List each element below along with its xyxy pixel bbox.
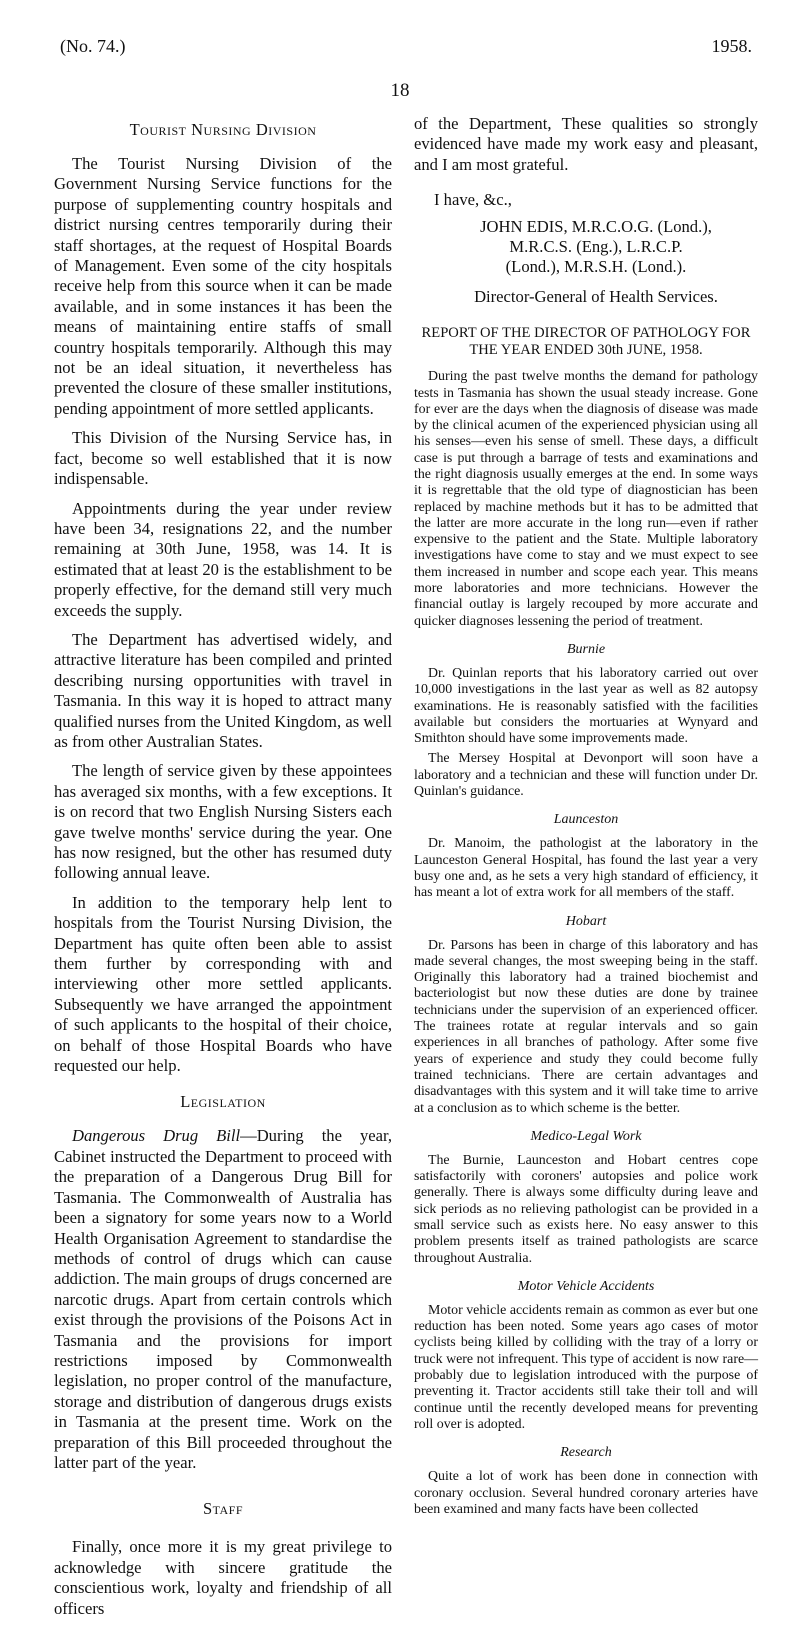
report-title bbox=[414, 325, 758, 359]
heading-tourist-nursing: Tourist Nursing Division bbox=[129, 120, 317, 139]
signature-line: (Lond.), M.R.S.H. (Lond.). bbox=[505, 257, 687, 277]
left-column bbox=[54, 114, 392, 1628]
heading-staff: Staff bbox=[202, 1499, 244, 1519]
drug-bill-title: Dangerous Drug Bill bbox=[72, 1126, 241, 1146]
subheading-research: Research bbox=[560, 1445, 612, 1461]
paragraph: Appointments during the year under review have been 34, resignations 22, and the number remaining at 30th June, 1958, was 14. It is estimated that at least 20 is the establishment to be properly effective, for the demand still very much exceeds the supply. bbox=[54, 498, 392, 620]
signature-title: Director-General of Health Services. bbox=[474, 287, 718, 307]
paragraph: Dr. Parsons has been in charge of this laboratory and has made several changes, the most sweeping being in the staff. Originally this laboratory had a trained biochemist and bacteriologist but now these duties are done by trainee technicians under the supervision of an experienced officer. The trainees rotate at regular intervals and so gain experiences in all branches of pathology. After some five years of experience and study they could become fully trained technicians. There are certain advantages and disadvantages with this system and it will take time to arrive at a conclusion as to which scheme is the better. bbox=[414, 937, 758, 1116]
subheading-medico-legal: Medico-Legal Work bbox=[530, 1128, 642, 1144]
paragraph-staff: Finally, once more it is my great privilege to acknowledge with sincere gratitude the conscientious work, loyalty and friendship of all officers bbox=[54, 1537, 392, 1618]
subheading-motor-vehicle: Motor Vehicle Accidents bbox=[517, 1278, 655, 1294]
right-column bbox=[414, 114, 758, 1522]
paragraph-intro: During the past twelve months the demand for pathology tests in Tasmania has shown the usual steady increase. Gone for ever are the days when the diagnosis of disease was made by the clinical acumen of the experienced physician using all his senses—even his sense of smell. These days, a difficult case is put through a barrage of tests and examinations and the right diagnosis usually emerges at the end. In some ways it is regrettable that the old type of diagnostician has been replaced by machine methods but it has to be admitted that the latter are more accurate in the long run—even if rather expensive to the patient and the State. Multiple laboratory investigations have come to stay and we must expect to see them increased in number and scope each year. This means more laboratories and more technicians. However the financial outlay is largely recouped by more accurate and quicker diagnoses lessening the period of treatment. bbox=[414, 369, 758, 629]
paragraph: Dr. Manoim, the pathologist at the laboratory in the Launceston General Hospital, has found the last year a very busy one and, as he sets a very high standard of efficiency, it has meant a lot of extra work for all members of the staff. bbox=[414, 836, 758, 901]
subheading-hobart: Hobart bbox=[565, 913, 607, 929]
signature-line: M.R.C.S. (Eng.), L.R.C.P. bbox=[509, 237, 683, 257]
signature-block bbox=[434, 217, 758, 277]
paragraph: The Department has advertised widely, and attractive literature has been compiled and printed describing nursing opportunities with travel in Tasmania. In this way it is hoped to attract many qualified nurses from the United Kingdom, as well as from other Australian States. bbox=[54, 629, 392, 751]
paragraph: Quite a lot of work has been done in connection with coronary occlusion. Several hundred coronary arteries have been examined and many facts have been collected bbox=[414, 1469, 758, 1517]
paragraph: Motor vehicle accidents remain as common as ever but one reduction has been noted. Some years ago cases of motor cyclists being killed by colliding with the tray of a lorry or truck were not infrequent. This type of accident is now rare—probably due to legislation introduced with the purpose of preventing it. Tractor accidents still take their toll and will continue until the recently developed means for preventing roll over is adopted. bbox=[414, 1302, 758, 1432]
paragraph: The Mersey Hospital at Devonport will soon have a laboratory and a technician and these will function under Dr. Quinlan's guidance. bbox=[414, 751, 758, 800]
paragraph: The Tourist Nursing Division of the Government Nursing Service functions for the purpose of supplementing country hospitals and district nursing centres temporarily during their staff shortages, at the request of Hospital Boards of Management. Even some of the city hospitals receive help from this source when it can be made available, and in some instances it has been the means of maintaining entire staffs of small country hospitals temporarily. Although this may not be an ideal situation, it nevertheless has prevented the closure of these smaller institutions, pending appointment of more settled applicants. bbox=[54, 154, 392, 418]
drug-bill-text: —During the year, Cabinet instructed the Department to proceed with the preparation of a Dangerous Drug Bill for Tasmania. The Commonwealth of Australia has been a signatory for some years now to a World Health Organisation Agreement to standardise the methods of control of drugs which can cause addiction. The main groups of drugs concerned are narcotic drugs. Apart from certain controls which exist through the provisions of the Poisons Act in Tasmania and the provisions for import restrictions imposed by Commonwealth legislation, no proper control of the manufacture, storage and distribution of dangerous drugs exists in Tasmania at the present time. Work on the preparation of this Bill proceeded throughout the latter part of the year. bbox=[54, 1126, 392, 1472]
paragraph: The length of service given by these appointees has averaged six months, with a few exceptions. It is on record that two English Nursing Sisters each gave twelve months' service during the year. One has now resigned, but the other has resumed duty following annual leave. bbox=[54, 761, 392, 883]
paragraph: This Division of the Nursing Service has, in fact, become so well established that it is now indispensable. bbox=[54, 428, 392, 489]
heading-legislation: Legislation bbox=[180, 1092, 266, 1112]
signature-line: JOHN EDIS, M.R.C.O.G. (Lond.), bbox=[480, 217, 712, 237]
report-year: 1958. bbox=[711, 36, 752, 56]
paragraph-continuation: of the Department, These qualities so strongly evidenced have made my work easy and pleasant, and I am most grateful. bbox=[414, 114, 758, 174]
paragraph: In addition to the temporary help lent to hospitals from the Tourist Nursing Division, the Department has quite often been able to assist them further by corresponding with and interviewing other more settled applicants. Subsequently we have arranged the appointment of such applicants to the hospital of their choice, on behalf of those Hospital Boards who have requested our help. bbox=[54, 892, 392, 1076]
paragraph: The Burnie, Launceston and Hobart centres cope satisfactorily with coroners' autopsies and police work generally. There is always some difficulty during leave and sick periods as no relieving pathologist can be provided in a small service such as exists here. No easy answer to this problem presents itself as trained pathologists are scarce throughout Australia. bbox=[414, 1152, 758, 1266]
report-title-line: REPORT OF THE DIRECTOR OF PATHOLOGY FOR bbox=[421, 325, 751, 342]
closing-phrase: I have, &c., bbox=[434, 190, 512, 210]
report-title-line: THE YEAR ENDED 30th JUNE, 1958. bbox=[469, 342, 703, 359]
paragraph: Dr. Quinlan reports that his laboratory carried out over 10,000 investigations in the last year as well as 82 autopsy examinations. He is reasonably satisfied with the facilities available but considers the mortuaries at Wynyard and Smithton should have some improvements made. bbox=[414, 665, 758, 747]
paragraph-drug-bill bbox=[54, 1126, 392, 1473]
report-number: (No. 74.) bbox=[60, 36, 126, 56]
subheading-launceston: Launceston bbox=[553, 812, 619, 828]
page-number: 18 bbox=[390, 80, 410, 101]
subheading-burnie: Burnie bbox=[566, 641, 606, 657]
